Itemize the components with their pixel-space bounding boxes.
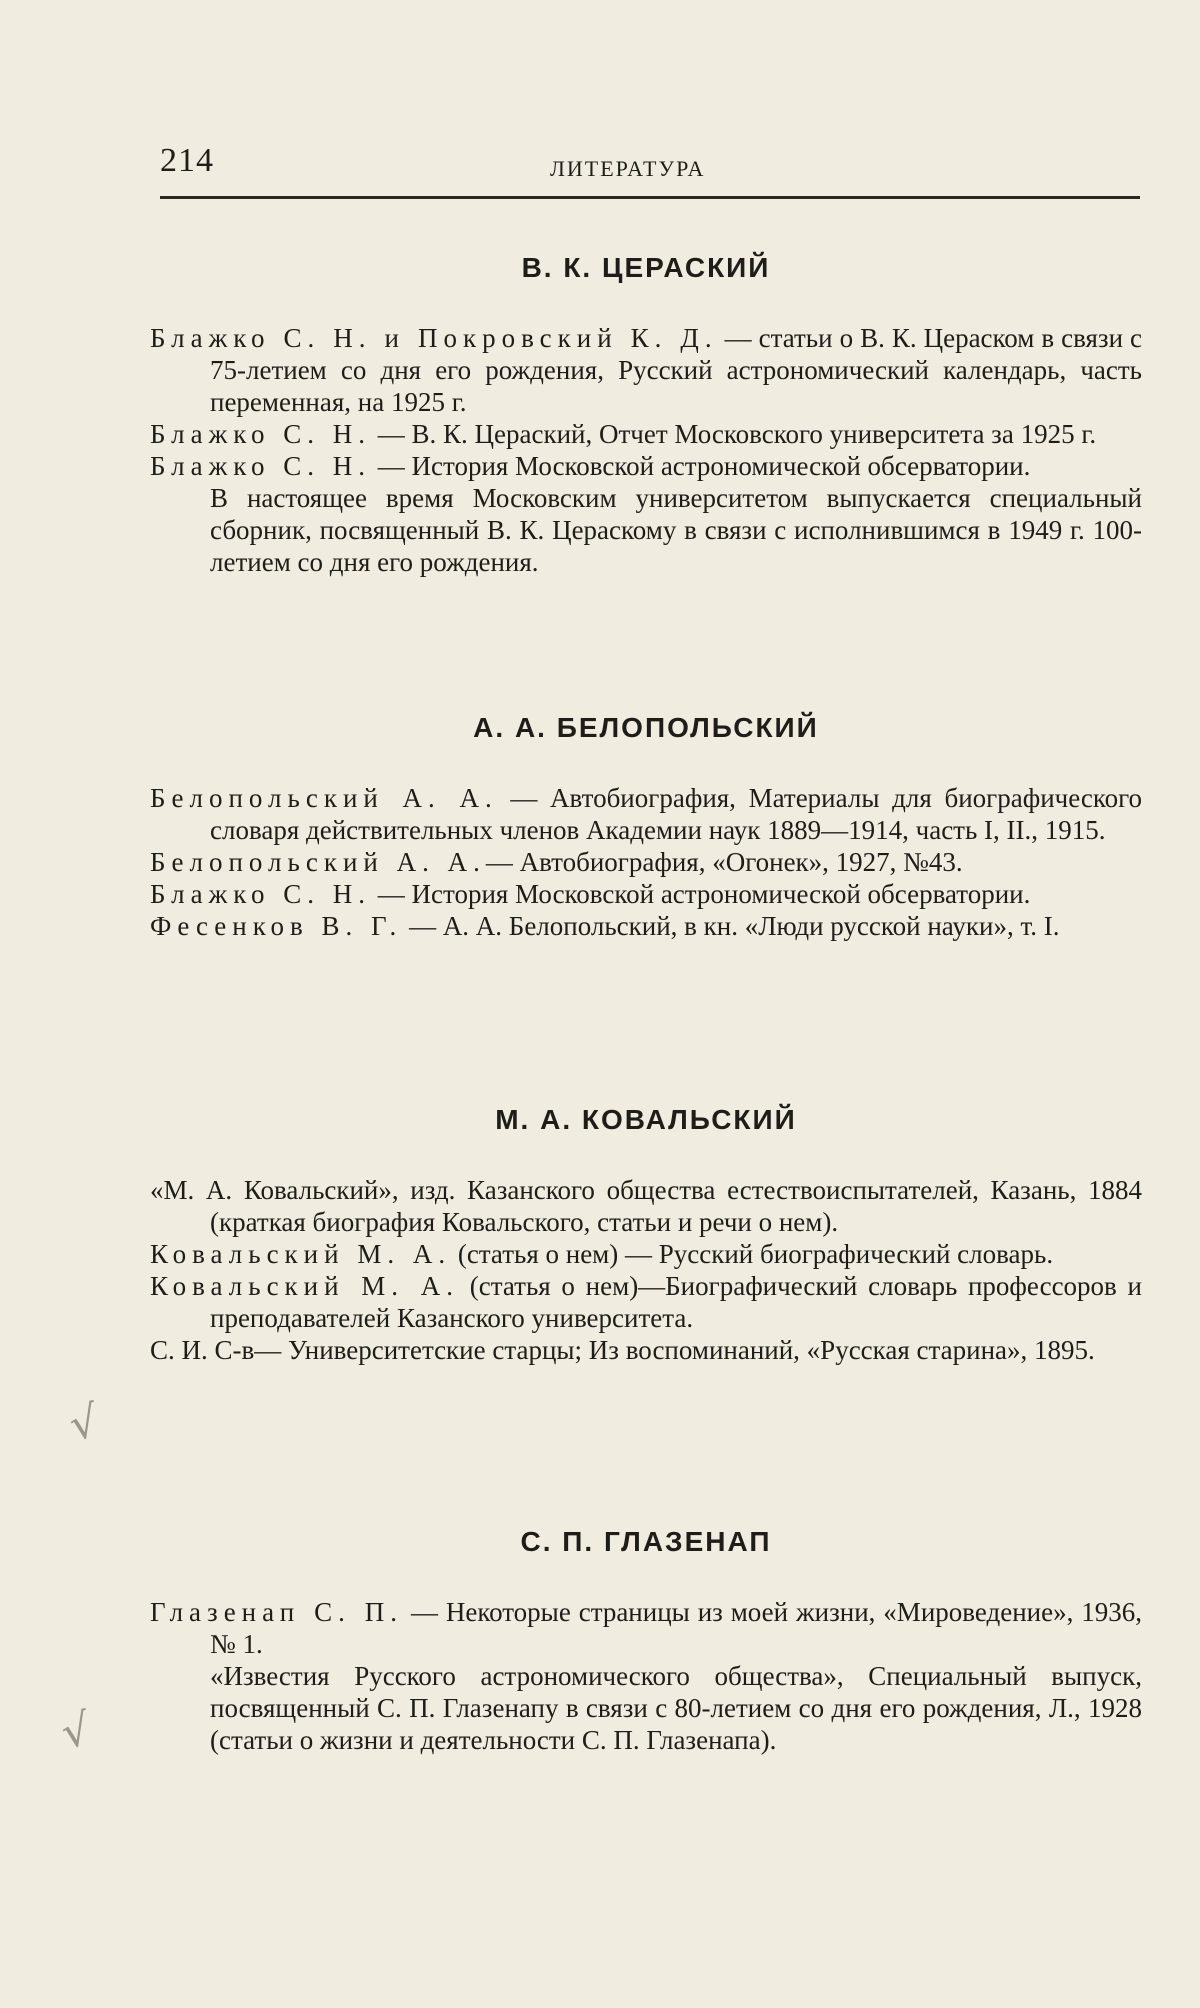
section-heading: А. А. БЕЛОПОЛЬСКИЙ — [473, 712, 819, 743]
section-glazenap — [150, 1526, 1142, 1756]
section-heading: С. П. ГЛАЗЕНАП — [520, 1526, 772, 1557]
entry-text: — Автобиография, «Огонек», 1927, №43. — [485, 847, 963, 877]
bibliography-entry — [150, 910, 1142, 942]
bibliography-entry — [150, 450, 1142, 482]
entry-author: Блажко С. Н. — [150, 879, 372, 909]
entry-text: — Некоторые страницы из моей жизни, «Мироведение», 1936, № 1. — [210, 1597, 1142, 1659]
bibliography-entry — [150, 418, 1142, 450]
entry-text: (статья о нем)—Биографический словарь профессоров и преподавателей Казанского университета. — [210, 1271, 1142, 1333]
bibliography-entry — [150, 1596, 1142, 1660]
entry-text: — История Московской астрономической обсерватории. — [371, 879, 1031, 909]
bibliography-entry — [150, 846, 1142, 878]
entry-author: Блажко С. Н. — [150, 419, 372, 449]
running-title: ЛИТЕРАТУРА — [550, 156, 706, 181]
section-tserasky — [150, 252, 1142, 578]
running-head — [150, 136, 1142, 186]
bibliography-entry — [150, 1174, 1142, 1238]
entry-text: — статьи о В. К. Цераском в связи с 75-летием со дня его рождения, Русский астрономический календарь, часть переменная, на 1925 г. — [210, 323, 1142, 417]
section-belopolsky — [150, 712, 1142, 942]
page-number: 214 — [160, 142, 214, 179]
section-kovalsky — [150, 1104, 1142, 1366]
bibliography-entry — [150, 1238, 1142, 1270]
entry-text: С. И. С-в— Университетские старцы; Из воспоминаний, «Русская старина», 1895. — [150, 1335, 1095, 1365]
section-note: В настоящее время Московским университетом выпускается специальный сборник, посвященный В. К. Цераскому в связи с исполнившимся в 1949 г. 100-летием со дня его рождения. — [210, 483, 1142, 577]
entry-text: (статья о нем) — Русский биографический словарь. — [451, 1239, 1054, 1269]
entry-author: Белопольский А. А. — [150, 847, 486, 877]
bibliography-entry — [150, 1270, 1142, 1334]
entry-text: — Автобиография, Материалы для биографического словаря действительных членов Академии наук 1889—1914, часть I, II., 1915. — [210, 783, 1143, 845]
section-note: «Известия Русского астрономического общества», Специальный выпуск, посвященный С. П. Глазенапу в связи с 80-летием со дня его рождения, Л., 1928 (статьи о жизни и деятельности С. П. Глазенапа). — [210, 1661, 1142, 1755]
bibliography-entry — [150, 878, 1142, 910]
entry-author: Белопольский А. А. — [150, 783, 498, 813]
section-heading: В. К. ЦЕРАСКИЙ — [521, 252, 771, 283]
entry-author: Ковальский М. А. — [150, 1239, 452, 1269]
entry-text: — История Московской астрономической обсерватории. — [371, 451, 1031, 481]
entry-author: Ковальский М. А. — [150, 1271, 460, 1301]
entry-author: Блажко С. Н. и Покровский К. Д. — [150, 323, 718, 353]
entry-text: «М. А. Ковальский», изд. Казанского общества естествоиспытателей, Казань, 1884 (краткая биография Ковальского, статьи и речи о нем). — [150, 1175, 1142, 1237]
bibliography-entry — [150, 1334, 1142, 1366]
pencil-check-mark-icon: √ — [65, 1395, 104, 1452]
entry-text: — В. К. Цераский, Отчет Московского университета за 1925 г. — [371, 419, 1097, 449]
entry-author: Глазенап С. П. — [150, 1597, 404, 1627]
section-heading: М. А. КОВАЛЬСКИЙ — [495, 1104, 797, 1135]
entry-text: — А. А. Белопольский, в кн. «Люди русской науки», т. I. — [402, 911, 1060, 941]
bibliography-entry — [150, 782, 1142, 846]
entry-author: Блажко С. Н. — [150, 451, 372, 481]
entry-author: Фесенков В. Г. — [150, 911, 403, 941]
pencil-check-mark-icon: √ — [57, 1703, 96, 1760]
bibliography-entry — [150, 322, 1142, 418]
header-rule — [160, 196, 1140, 199]
